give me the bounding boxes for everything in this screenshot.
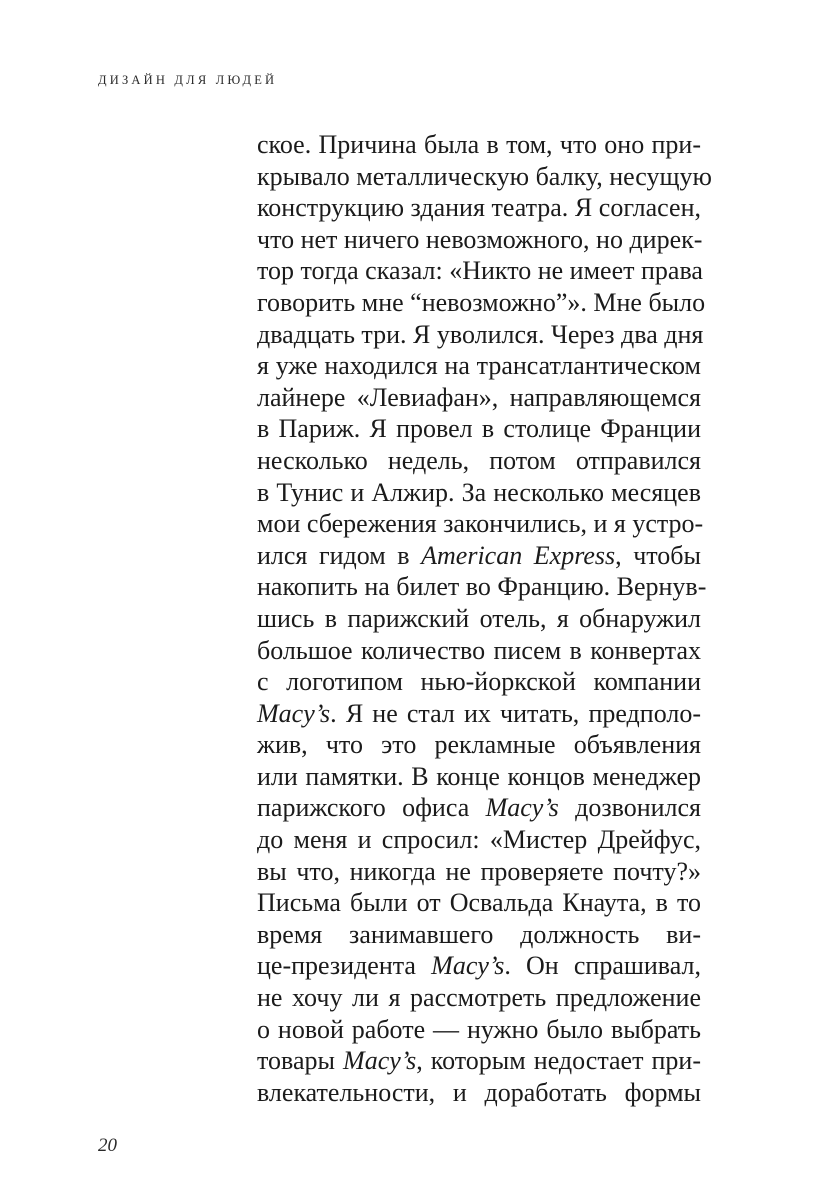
text-segment: время занимавшего должность ви- <box>257 919 701 949</box>
text-segment: о новой работе — нужно было выбрать <box>257 1014 701 1044</box>
text-line <box>257 666 701 698</box>
text-segment: . Я не стал их читать, предполо- <box>330 698 701 728</box>
italic-segment: Macy’s <box>257 698 331 728</box>
text-line <box>257 1014 701 1046</box>
text-segment: це-президента <box>257 951 432 981</box>
text-segment: в Париж. Я провел в столице Франции <box>257 414 701 444</box>
text-segment: , чтобы <box>615 540 701 570</box>
text-segment: шись в парижский отель, я обнаружил <box>257 603 701 633</box>
text-segment: тор тогда сказал: «Никто не имеет права <box>257 256 703 286</box>
text-line <box>257 792 701 824</box>
text-line <box>257 635 701 667</box>
text-line <box>257 982 701 1014</box>
text-line <box>257 508 704 540</box>
text-segment: лайнере «Левиафан», направляющемся <box>257 382 701 412</box>
text-line <box>257 571 707 603</box>
text-segment: жив, что это рекламные объявления <box>257 730 701 760</box>
text-segment: двадцать три. Я уволился. Через два дня <box>257 319 704 349</box>
text-segment: влекательности, и доработать формы <box>257 1077 701 1107</box>
text-segment: , которым недостает при- <box>416 1046 701 1076</box>
italic-segment: Macy’s <box>431 951 505 981</box>
text-line <box>257 824 701 856</box>
text-segment: говорить мне “невозможно”». Мне было <box>257 287 706 317</box>
text-segment: дозвонился <box>558 793 701 823</box>
text-segment: в Тунис и Алжир. За несколько месяцев <box>257 477 701 507</box>
text-segment: до меня и спросил: «Мистер Дрейфус, <box>257 825 701 855</box>
page-number: 20 <box>98 1135 117 1156</box>
text-segment: не хочу ли я рассмотреть предложение <box>257 983 701 1013</box>
text-line <box>257 287 706 319</box>
text-segment: я уже находился на трансатлантическом <box>257 351 701 381</box>
text-segment: что нет ничего невозможного, но дирек- <box>257 224 703 254</box>
text-segment: несколько недель, потом отправился <box>257 445 701 475</box>
text-line <box>257 540 701 572</box>
text-segment: с логотипом нью-йоркской компании <box>257 667 701 697</box>
italic-segment: American Express <box>421 540 616 570</box>
text-segment: накопить на билет во Францию. Вернув- <box>257 572 707 602</box>
text-segment: ился гидом в <box>257 540 422 570</box>
text-line <box>257 192 701 224</box>
text-line <box>257 319 704 351</box>
text-line <box>257 382 701 414</box>
text-line <box>257 761 701 793</box>
italic-segment: Macy’s <box>485 793 559 823</box>
text-line <box>257 224 701 256</box>
text-line <box>257 919 701 951</box>
text-line <box>257 729 701 761</box>
text-segment: Письма были от Освальда Кнаута, в то <box>257 888 701 918</box>
text-line <box>257 1045 701 1077</box>
text-line <box>257 445 701 477</box>
text-segment: ское. Причина была в том, что оно при- <box>257 130 701 159</box>
text-line <box>257 413 701 445</box>
body-text <box>257 129 712 1108</box>
text-line <box>257 698 701 730</box>
text-line <box>257 129 701 161</box>
italic-segment: Macy’s <box>343 1046 417 1076</box>
text-line <box>257 350 701 382</box>
text-line <box>257 161 712 193</box>
text-segment: вы что, никогда не проверяете почту?» <box>257 856 701 886</box>
text-segment: или памятки. В конце концов менеджер <box>257 761 701 791</box>
text-line <box>257 950 701 982</box>
text-line <box>257 603 701 635</box>
text-line <box>257 1077 701 1109</box>
text-line <box>257 477 701 509</box>
text-segment: товары <box>257 1046 344 1076</box>
text-segment: большое количество писем в конвертах <box>257 635 701 665</box>
text-segment: парижского офиса <box>257 793 486 823</box>
text-segment: конструкцию здания театра. Я согласен, <box>257 193 701 223</box>
text-line <box>257 856 701 888</box>
text-line <box>257 255 701 287</box>
running-header: ДИЗАЙН ДЛЯ ЛЮДЕЙ <box>98 73 278 87</box>
text-segment: мои сбережения закончились, и я устро- <box>257 509 704 539</box>
text-line <box>257 887 701 919</box>
text-segment: . Он спрашивал, <box>504 951 701 981</box>
text-segment: крывало металлическую балку, несущую <box>257 161 712 191</box>
